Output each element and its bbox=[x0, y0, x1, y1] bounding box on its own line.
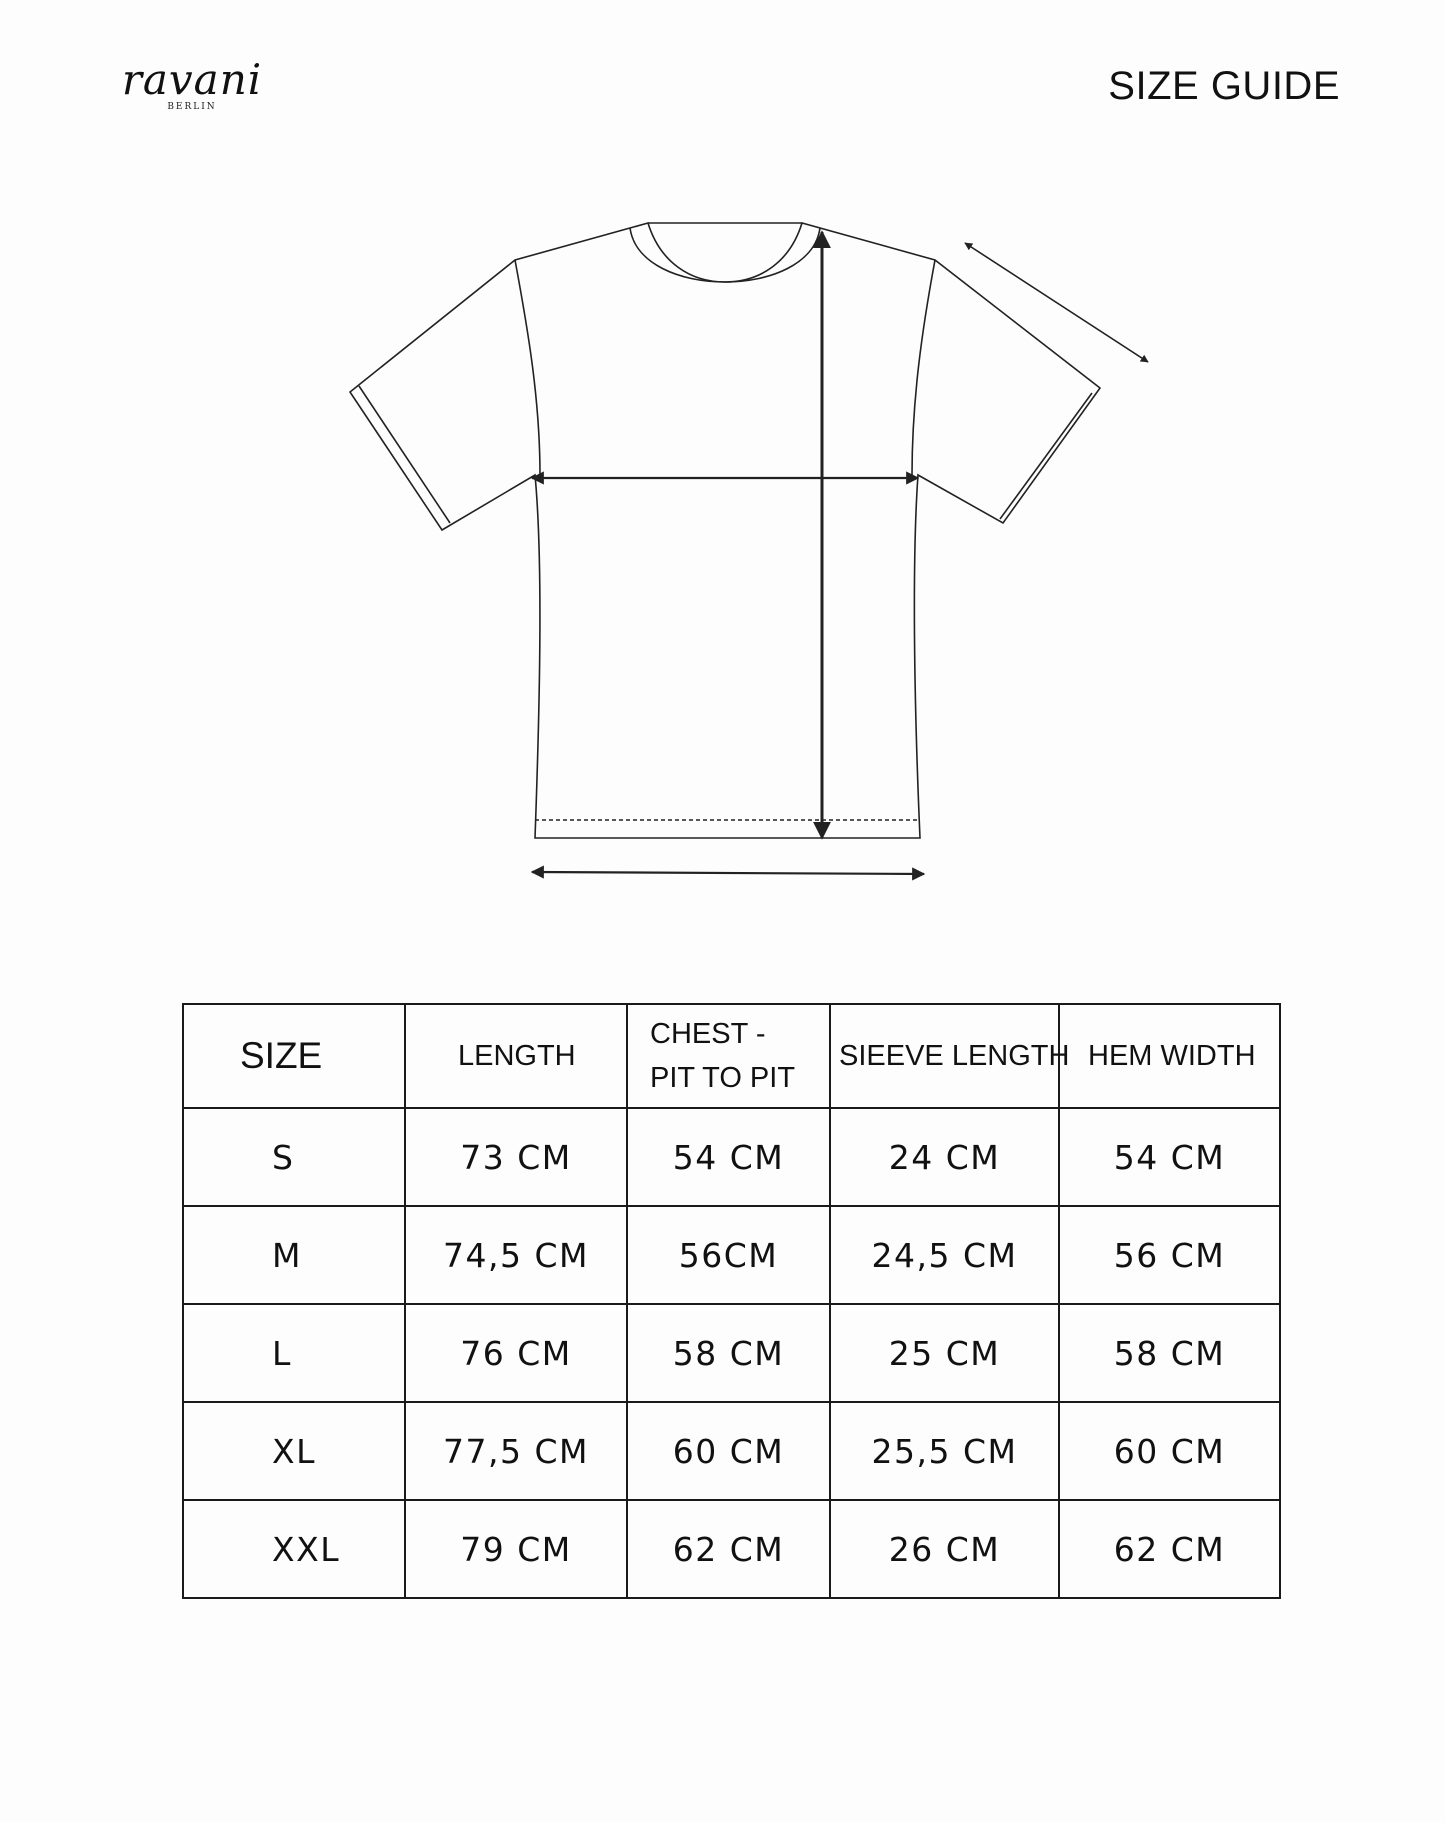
sleeve-cell: 25 CM bbox=[830, 1304, 1059, 1402]
page-title: SIZE GUIDE bbox=[1108, 64, 1340, 108]
chest-cell: 60 CM bbox=[627, 1402, 830, 1500]
measurement-arrows bbox=[532, 232, 1148, 874]
header-chest: CHEST - PIT TO PIT bbox=[627, 1004, 830, 1108]
sleeve-cell: 24 CM bbox=[830, 1108, 1059, 1206]
length-cell: 76 CM bbox=[405, 1304, 627, 1402]
hem-cell: 56 CM bbox=[1059, 1206, 1280, 1304]
header-sleeve-length: SIEEVE LENGTH bbox=[830, 1004, 1059, 1108]
table-row bbox=[183, 1304, 1280, 1402]
length-cell: 77,5 CM bbox=[405, 1402, 627, 1500]
table-row bbox=[183, 1402, 1280, 1500]
length-cell: 73 CM bbox=[405, 1108, 627, 1206]
table-row bbox=[183, 1500, 1280, 1598]
sleeve-cell: 25,5 CM bbox=[830, 1402, 1059, 1500]
hem-cell: 60 CM bbox=[1059, 1402, 1280, 1500]
header-length: LENGTH bbox=[405, 1004, 627, 1108]
chest-cell: 54 CM bbox=[627, 1108, 830, 1206]
size-chart-table bbox=[182, 1003, 1281, 1599]
sleeve-arrow bbox=[965, 243, 1148, 362]
header-size: SIZE bbox=[183, 1004, 405, 1108]
header-hem-width: HEM WIDTH bbox=[1059, 1004, 1280, 1108]
size-cell: L bbox=[183, 1304, 405, 1402]
table-row bbox=[183, 1206, 1280, 1304]
brand-name: ravani bbox=[121, 55, 263, 104]
brand-city: BERLIN bbox=[167, 102, 217, 112]
tshirt-outline-icon bbox=[350, 223, 1100, 838]
table-row bbox=[183, 1108, 1280, 1206]
hem-cell: 62 CM bbox=[1059, 1500, 1280, 1598]
length-cell: 74,5 CM bbox=[405, 1206, 627, 1304]
size-cell: XL bbox=[183, 1402, 405, 1500]
size-cell: XXL bbox=[183, 1500, 405, 1598]
length-cell: 79 CM bbox=[405, 1500, 627, 1598]
chest-cell: 62 CM bbox=[627, 1500, 830, 1598]
sleeve-cell: 26 CM bbox=[830, 1500, 1059, 1598]
size-cell: S bbox=[183, 1108, 405, 1206]
chest-cell: 58 CM bbox=[627, 1304, 830, 1402]
hem-cell: 58 CM bbox=[1059, 1304, 1280, 1402]
sleeve-cell: 24,5 CM bbox=[830, 1206, 1059, 1304]
size-cell: M bbox=[183, 1206, 405, 1304]
chest-cell: 56CM bbox=[627, 1206, 830, 1304]
table-header-row bbox=[183, 1004, 1280, 1108]
hem-width-arrow bbox=[532, 872, 924, 874]
hem-cell: 54 CM bbox=[1059, 1108, 1280, 1206]
